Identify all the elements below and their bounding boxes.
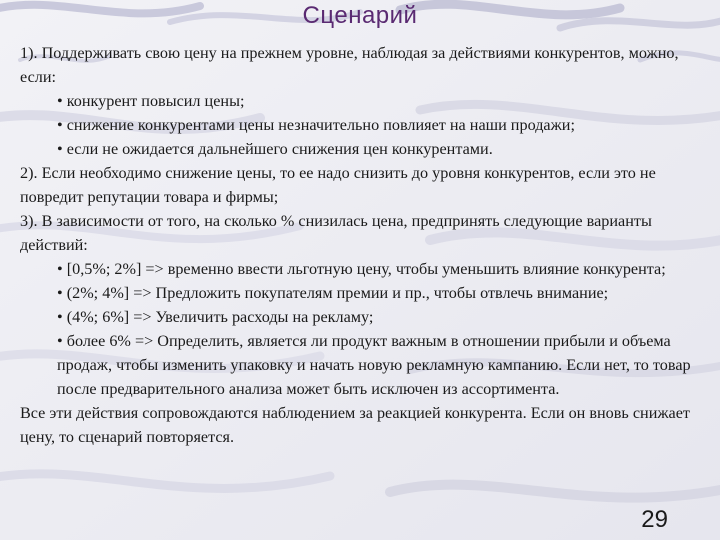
bullet-item: • более 6% => Определить, является ли продукт важным в отношении прибыли и объема продаж, чтобы изменить упаковку и начать новую рекламную кампанию. Если нет, то товар после предварительного анализа может быть исключен из ассортимента.: [57, 332, 691, 398]
conclusion-paragraph: Все эти действия сопровождаются наблюдением за реакцией конкурента. Если он вновь снижает цену, то сценарий повторяется.: [20, 404, 690, 446]
bullet-list-1: [20, 89, 710, 161]
page-number: 29: [641, 506, 668, 533]
bullet-item: • (4%; 6%] => Увеличить расходы на рекламу;: [57, 308, 374, 326]
slide-title: Сценарий: [302, 2, 418, 29]
slide-body: [20, 41, 710, 449]
bullet-item: • снижение конкурентами цены незначительно повлияет на наши продажи;: [57, 116, 575, 134]
bullet-item: • если не ожидается дальнейшего снижения цен конкурентами.: [57, 140, 493, 158]
bullet-item: • (2%; 4%] => Предложить покупателям премии и пр., чтобы отвлечь внимание;: [57, 284, 609, 302]
bullet-item: • [0,5%; 2%] => временно ввести льготную цену, чтобы уменьшить влияние конкурента;: [57, 260, 666, 278]
bullet-list-2: [20, 257, 710, 401]
paragraph-2: 2). Если необходимо снижение цены, то ее надо снизить до уровня конкурентов, если это не повредит репутации товара и фирмы;: [20, 164, 656, 206]
paragraph-1: 1). Поддерживать свою цену на прежнем уровне, наблюдая за действиями конкурентов, можно, если:: [20, 44, 679, 86]
paragraph-3: 3). В зависимости от того, на сколько % снизилась цена, предпринять следующие варианты действий:: [20, 212, 652, 254]
bullet-item: • конкурент повысил цены;: [57, 92, 245, 110]
